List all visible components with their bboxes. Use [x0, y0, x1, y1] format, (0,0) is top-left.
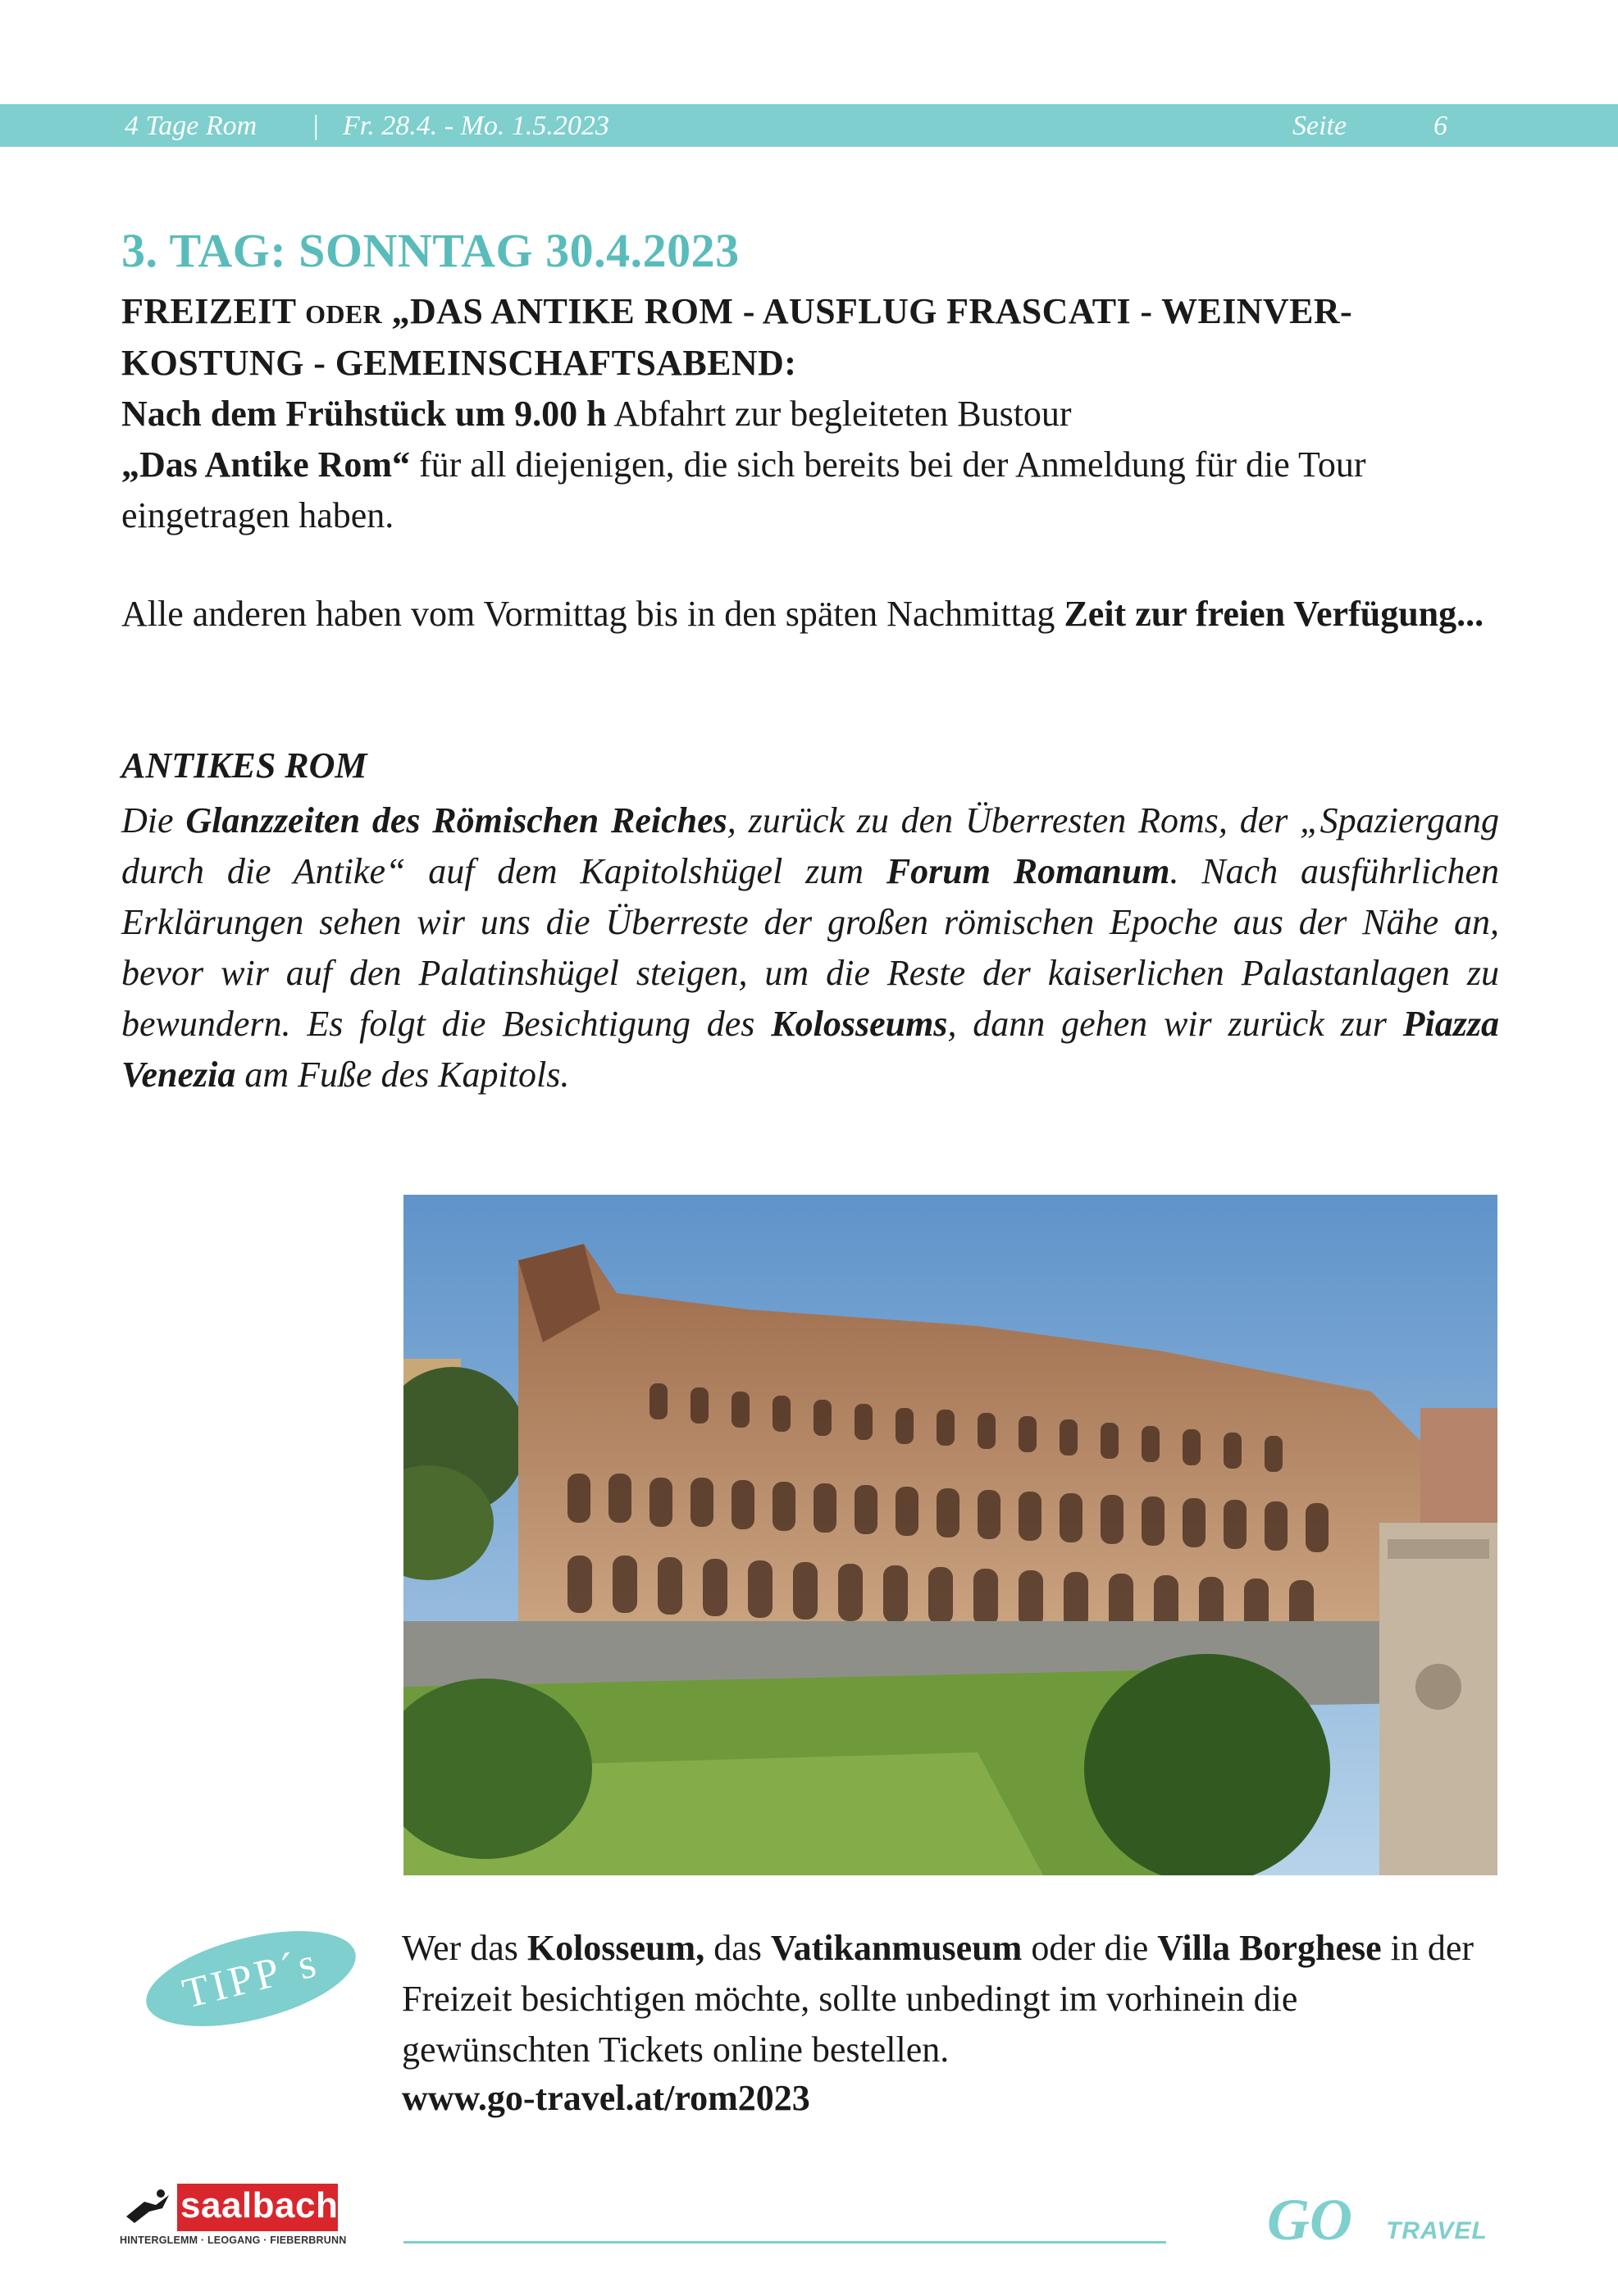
highlight-kolosseum: Kolosseums	[771, 1004, 948, 1044]
header-page-number: 6	[1433, 111, 1447, 141]
saalbach-logo-box	[120, 2184, 338, 2231]
paragraph-text: , zurück zu den Überresten Roms, der „Spaziergang durch die Antike“ auf dem Kapitolshügel zum	[121, 800, 1500, 891]
saalbach-word: saalbach	[180, 2185, 339, 2225]
skier-icon	[120, 2184, 177, 2231]
paragraph-antikes-rom	[121, 795, 1499, 1100]
header-dates: Fr. 28.4. - Mo. 1.5.2023	[343, 111, 609, 141]
saalbach-logo	[120, 2184, 347, 2249]
paragraph-text: das	[713, 1928, 762, 1968]
header-band	[0, 104, 1618, 147]
highlight-forum-romanum: Forum Romanum	[886, 851, 1170, 891]
tipp-badge: TIPP´s	[137, 1913, 365, 2044]
paragraph-bustour	[121, 389, 1499, 541]
paragraph-text: , dann gehen wir zurück zur	[947, 1004, 1387, 1044]
paragraph-free-time	[121, 589, 1499, 640]
header-page-label: Seite	[1292, 111, 1347, 141]
tip-villa-borghese: Villa Borghese	[1157, 1928, 1382, 1968]
colosseum-photo	[403, 1195, 1497, 1875]
free-time-highlight: Zeit zur freien Verfügung...	[1064, 594, 1484, 634]
tip-kolosseum: Kolosseum,	[526, 1928, 705, 1968]
section-heading-antikes-rom: ANTIKES ROM	[121, 745, 367, 786]
heading-program: „DAS ANTIKE ROM - AUSFLUG FRASCATI - WEINVER-KOSTUNG - GEMEINSCHAFTSABEND:	[121, 291, 1353, 383]
saalbach-subline: HINTERGLEMM · LEOGANG · FIEBERBRUNN	[120, 2234, 347, 2246]
go-travel-logo-go: GO	[1267, 2187, 1352, 2253]
header-trip: 4 Tage Rom	[125, 111, 258, 141]
paragraph-text: Wer das	[402, 1928, 518, 1968]
heading-oder: ODER	[305, 299, 383, 329]
go-travel-logo-travel: TRAVEL	[1386, 2217, 1488, 2244]
paragraph-text: Alle anderen haben vom Vormittag bis in den späten Nachmittag	[121, 594, 1055, 634]
paragraph-text: Die	[121, 800, 174, 840]
tour-name: „Das Antike Rom“	[121, 444, 411, 485]
paragraph-text: am Fuße des Kapitols.	[244, 1055, 570, 1095]
paragraph-text: Abfahrt zur begleiteten Bustour	[613, 394, 1072, 434]
highlight-piazza-venezia: Piazza Venezia	[121, 1004, 1500, 1095]
heading-freizeit: FREIZEIT	[121, 291, 296, 331]
breakfast-time: Nach dem Frühstück um 9.00 h	[121, 394, 607, 434]
header-separator: |	[312, 111, 320, 141]
paragraph-text: . Nach ausführlichen Erklärungen sehen wir uns die Überreste der großen römischen Epoche aus der Nähe an, bevor wir auf den Palatinshügel steigen, um die Reste der kaiserlichen Palastanlagen zu bewundern. Es folgt die Besichtigung des	[121, 851, 1499, 1044]
tip-url[interactable]: www.go-travel.at/rom2023	[402, 2078, 810, 2118]
tip-vatikanmuseum: Vatikanmuseum	[770, 1928, 1023, 1968]
paragraph-text: in der Freizeit besichtigen möchte, sollte unbedingt im vorhinein die gewünschten Tickets online bestellen.	[402, 1928, 1474, 2070]
paragraph-text: oder die	[1031, 1928, 1149, 1968]
paragraph-text: für all diejenigen, die sich bereits bei der Anmeldung für die Tour eingetragen haben.	[121, 444, 1366, 535]
day-heading	[121, 287, 1499, 388]
footer-divider	[403, 2241, 1166, 2244]
tip-text	[402, 1923, 1484, 2075]
highlight-glanzzeiten: Glanzzeiten des Römischen Reiches	[185, 800, 727, 840]
day-title: 3. TAG: SONNTAG 30.4.2023	[121, 224, 740, 277]
